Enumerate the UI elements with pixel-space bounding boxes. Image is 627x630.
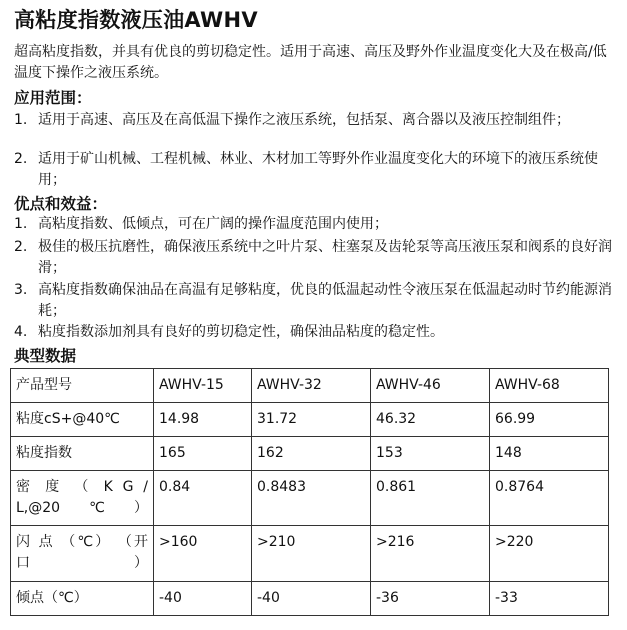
table-cell: AWHV-32 bbox=[252, 369, 371, 403]
item-number: 1. bbox=[14, 112, 28, 128]
table-cell: 148 bbox=[490, 437, 609, 471]
table-cell: -40 bbox=[154, 582, 252, 616]
table-cell: 0.84 bbox=[154, 471, 252, 526]
table-cell: -40 bbox=[252, 582, 371, 616]
application-item bbox=[14, 149, 614, 191]
typical-data-table bbox=[10, 368, 609, 616]
table-cell: 165 bbox=[154, 437, 252, 471]
table-cell: -33 bbox=[490, 582, 609, 616]
item-text: 高粘度指数、低倾点，可在广阔的操作温度范围内使用； bbox=[38, 216, 388, 232]
table-cell: 153 bbox=[371, 437, 490, 471]
table-cell: AWHV-46 bbox=[371, 369, 490, 403]
item-text: 适用于矿山机械、工程机械、林业、木材加工等野外作业温度变化大的环境下的液压系统使用； bbox=[38, 151, 598, 188]
item-number: 2. bbox=[14, 151, 28, 167]
table-row bbox=[11, 403, 609, 437]
table-row bbox=[11, 582, 609, 616]
application-heading: 应用范围： bbox=[14, 89, 92, 107]
table-cell: 产品型号 bbox=[11, 369, 154, 403]
table-cell: AWHV-68 bbox=[490, 369, 609, 403]
item-number: 2. bbox=[14, 239, 28, 255]
table-row bbox=[11, 437, 609, 471]
table-cell: 粘度指数 bbox=[11, 437, 154, 471]
item-text: 粘度指数添加剂具有良好的剪切稳定性，确保油品粘度的稳定性。 bbox=[38, 324, 444, 340]
table-cell: 倾点（℃） bbox=[11, 582, 154, 616]
table-cell: 31.72 bbox=[252, 403, 371, 437]
page-title: 高粘度指数液压油AWHV bbox=[14, 8, 258, 32]
table-cell: 46.32 bbox=[371, 403, 490, 437]
benefit-item bbox=[14, 322, 614, 343]
table-row bbox=[11, 526, 609, 582]
benefit-item bbox=[14, 280, 614, 322]
table-cell: 密 度 （ K G / L,@20℃） bbox=[11, 471, 154, 526]
table-cell: 0.8483 bbox=[252, 471, 371, 526]
table-cell: 0.8764 bbox=[490, 471, 609, 526]
item-text: 适用于高速、高压及在高低温下操作之液压系统，包括泵、离合器以及液压控制组件； bbox=[38, 112, 570, 128]
table-cell: 闪 点 （℃） （开口） bbox=[11, 526, 154, 582]
typical-data-heading: 典型数据 bbox=[14, 347, 77, 365]
item-number: 3. bbox=[14, 282, 28, 298]
benefit-item bbox=[14, 237, 614, 279]
table-cell: 14.98 bbox=[154, 403, 252, 437]
table-row bbox=[11, 471, 609, 526]
item-number: 4. bbox=[14, 324, 28, 340]
table-cell: 粘度cS+@40℃ bbox=[11, 403, 154, 437]
benefit-item bbox=[14, 214, 614, 235]
table-cell: 162 bbox=[252, 437, 371, 471]
table-cell: >216 bbox=[371, 526, 490, 582]
table-cell: -36 bbox=[371, 582, 490, 616]
table-cell: AWHV-15 bbox=[154, 369, 252, 403]
intro-paragraph: 超高粘度指数，并具有优良的剪切稳定性。适用于高速、高压及野外作业温度变化大及在极高/低温度下操作之液压系统。 bbox=[14, 44, 607, 81]
table-cell: 0.861 bbox=[371, 471, 490, 526]
application-item bbox=[14, 110, 614, 131]
table-cell: >160 bbox=[154, 526, 252, 582]
table-header-row bbox=[11, 369, 609, 403]
item-number: 1. bbox=[14, 216, 28, 232]
item-text: 高粘度指数确保油品在高温有足够粘度，优良的低温起动性令液压泵在低温起动时节约能源消耗； bbox=[38, 282, 612, 319]
item-text: 极佳的极压抗磨性，确保液压系统中之叶片泵、柱塞泵及齿轮泵等高压液压泵和阀系的良好润滑； bbox=[38, 239, 612, 276]
table-cell: 66.99 bbox=[490, 403, 609, 437]
benefits-heading: 优点和效益： bbox=[14, 195, 108, 213]
table-cell: >210 bbox=[252, 526, 371, 582]
table-cell: >220 bbox=[490, 526, 609, 582]
